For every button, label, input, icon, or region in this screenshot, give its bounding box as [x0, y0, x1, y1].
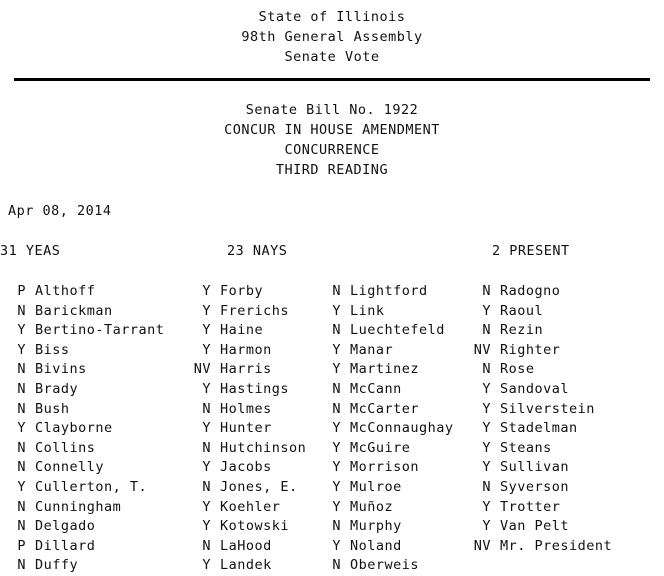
legislator-name: Manar	[350, 341, 394, 358]
tally-nays: 23 NAYS	[227, 243, 288, 259]
vote-code: Y	[202, 380, 211, 397]
vote-code: P	[17, 537, 26, 554]
vote-code: N	[202, 537, 211, 554]
vote-row	[315, 282, 454, 302]
vote-row	[465, 341, 612, 361]
vote-row	[185, 458, 306, 478]
vote-row	[315, 400, 454, 420]
legislator-name: Cunningham	[35, 498, 122, 515]
legislator-name: Brady	[35, 380, 79, 397]
vote-code: Y	[482, 459, 491, 476]
vote-row	[315, 360, 454, 380]
vote-code: Y	[482, 498, 491, 515]
vote-row	[0, 498, 164, 518]
vote-row	[0, 419, 164, 439]
legislator-name: Lightford	[350, 283, 428, 299]
state-name: State of Illinois	[258, 9, 406, 25]
legislator-name: Syverson	[500, 478, 570, 495]
vote-row	[465, 458, 612, 478]
vote-column-3	[465, 282, 612, 556]
vote-code: N	[332, 322, 341, 339]
vote-row	[0, 302, 164, 322]
vote-row	[315, 498, 454, 518]
vote-row	[315, 341, 454, 361]
vote-code: Y	[332, 302, 341, 319]
vote-row	[185, 478, 306, 498]
legislator-name: Hutchinson	[220, 439, 307, 456]
vote-code: N	[332, 380, 341, 397]
vote-row	[315, 478, 454, 498]
vote-code: N	[17, 498, 26, 515]
legislator-name: Connelly	[35, 459, 105, 476]
legislator-name: Forby	[220, 283, 264, 299]
vote-row	[0, 321, 164, 341]
vote-code: Y	[482, 302, 491, 319]
vote-row	[0, 517, 164, 537]
vote-row	[465, 478, 612, 498]
vote-code: Y	[202, 341, 211, 358]
vote-code: N	[332, 518, 341, 535]
vote-code: Y	[202, 518, 211, 535]
vote-row	[0, 458, 164, 478]
vote-date: Apr 08, 2014	[8, 203, 112, 219]
vote-code: N	[17, 302, 26, 319]
legislator-name: Luechtefeld	[350, 322, 445, 339]
legislator-name: Sandoval	[500, 380, 570, 397]
vote-row	[185, 400, 306, 420]
vote-row	[0, 380, 164, 400]
legislator-name: Kotowski	[220, 518, 290, 535]
vote-row	[465, 380, 612, 400]
legislator-name: Frerichs	[220, 302, 290, 319]
vote-row	[465, 439, 612, 459]
legislator-name: Cullerton, T.	[35, 478, 148, 495]
tally-present: 2 PRESENT	[492, 243, 570, 259]
legislator-name: Bivins	[35, 361, 87, 378]
vote-row	[465, 302, 612, 322]
legislator-name: McCarter	[350, 400, 420, 417]
vote-row	[465, 360, 612, 380]
vote-row	[185, 439, 306, 459]
vote-row	[315, 537, 454, 557]
legislator-name: Hunter	[220, 420, 272, 437]
vote-row	[315, 556, 454, 576]
vote-code: Y	[332, 498, 341, 515]
legislator-name: Barickman	[35, 302, 113, 319]
legislator-name: Althoff	[35, 283, 96, 299]
vote-row	[465, 321, 612, 341]
vote-row	[185, 498, 306, 518]
vote-code: N	[332, 557, 341, 574]
legislator-name: Raoul	[500, 302, 544, 319]
vote-row	[465, 400, 612, 420]
vote-code: N	[17, 518, 26, 535]
vote-code: N	[482, 361, 491, 378]
legislator-name: Silverstein	[500, 400, 595, 417]
vote-code: Y	[202, 283, 211, 299]
vote-row	[315, 321, 454, 341]
legislator-name: Bush	[35, 400, 70, 417]
vote-code: N	[332, 400, 341, 417]
bill-number: Senate Bill No. 1922	[245, 102, 419, 118]
legislator-name: Muñoz	[350, 498, 394, 515]
tally-yeas: 31 YEAS	[0, 243, 61, 259]
vote-row	[185, 321, 306, 341]
legislator-name: Collins	[35, 439, 96, 456]
vote-row	[185, 556, 306, 576]
vote-row	[185, 517, 306, 537]
vote-code: N	[202, 400, 211, 417]
legislator-name: Landek	[220, 557, 272, 574]
vote-code: N	[482, 478, 491, 495]
legislator-name: Rezin	[500, 322, 544, 339]
vote-code: Y	[202, 302, 211, 319]
vote-row	[185, 341, 306, 361]
vote-code: NV	[193, 361, 211, 378]
vote-chamber-label: Senate Vote	[284, 49, 380, 65]
vote-row	[465, 419, 612, 439]
vote-row	[315, 517, 454, 537]
legislator-name: Jones, E.	[220, 478, 298, 495]
vote-row	[0, 537, 164, 557]
legislator-name: Stadelman	[500, 420, 578, 437]
legislator-name: Duffy	[35, 557, 79, 574]
legislator-name: McGuire	[350, 439, 411, 456]
legislator-name: McConnaughay	[350, 420, 454, 437]
vote-row	[185, 537, 306, 557]
vote-column-2	[315, 282, 454, 576]
vote-code: Y	[17, 341, 26, 358]
vote-code: Y	[202, 420, 211, 437]
vote-code: Y	[332, 459, 341, 476]
vote-row	[185, 360, 306, 380]
vote-row	[0, 360, 164, 380]
document-header	[0, 0, 664, 67]
vote-code: N	[17, 459, 26, 476]
vote-code: Y	[482, 439, 491, 456]
vote-tally-summary	[0, 243, 664, 261]
legislator-name: McCann	[350, 380, 402, 397]
vote-code: N	[482, 322, 491, 339]
vote-row	[315, 458, 454, 478]
vote-code: Y	[202, 322, 211, 339]
bill-stage: CONCURRENCE	[284, 142, 380, 158]
vote-code: N	[482, 283, 491, 299]
vote-row	[0, 341, 164, 361]
vote-code: Y	[482, 420, 491, 437]
legislator-name: Martinez	[350, 361, 420, 378]
vote-code: Y	[332, 341, 341, 358]
legislator-name: Link	[350, 302, 385, 319]
legislator-name: Righter	[500, 341, 561, 358]
vote-code: Y	[332, 478, 341, 495]
legislator-name: Jacobs	[220, 459, 272, 476]
vote-code: Y	[202, 498, 211, 515]
vote-code: NV	[473, 341, 491, 358]
vote-code: Y	[332, 361, 341, 378]
vote-row	[0, 439, 164, 459]
vote-code: N	[17, 361, 26, 378]
vote-code: N	[17, 400, 26, 417]
legislator-name: Van Pelt	[500, 518, 570, 535]
vote-row	[315, 302, 454, 322]
legislator-name: Oberweis	[350, 557, 420, 574]
vote-row	[315, 419, 454, 439]
bill-title-block	[0, 100, 664, 180]
bill-reading: THIRD READING	[275, 162, 389, 178]
legislator-name: Holmes	[220, 400, 272, 417]
vote-code: Y	[332, 439, 341, 456]
legislator-name: Radogno	[500, 283, 561, 299]
header-divider	[14, 78, 650, 81]
legislator-name: Hastings	[220, 380, 290, 397]
vote-code: N	[332, 283, 341, 299]
vote-column-1	[185, 282, 306, 576]
vote-code: Y	[332, 420, 341, 437]
vote-code: N	[17, 557, 26, 574]
vote-row	[185, 282, 306, 302]
legislator-name: Murphy	[350, 518, 402, 535]
vote-row	[185, 419, 306, 439]
legislator-name: Trotter	[500, 498, 561, 515]
vote-row	[0, 478, 164, 498]
vote-code: Y	[482, 380, 491, 397]
legislator-name: Dillard	[35, 537, 96, 554]
vote-code: Y	[482, 400, 491, 417]
vote-row	[465, 282, 612, 302]
vote-code: Y	[332, 537, 341, 554]
vote-code: Y	[17, 478, 26, 495]
legislator-name: Clayborne	[35, 420, 113, 437]
legislator-name: Mulroe	[350, 478, 402, 495]
vote-code: NV	[473, 537, 491, 554]
legislator-name: Steans	[500, 439, 552, 456]
vote-column-0	[0, 282, 164, 576]
vote-row	[185, 380, 306, 400]
vote-row	[465, 537, 612, 557]
general-assembly-name: 98th General Assembly	[241, 29, 423, 45]
bill-action: CONCUR IN HOUSE AMENDMENT	[224, 122, 440, 138]
legislator-name: Noland	[350, 537, 402, 554]
legislator-name: Mr. President	[500, 537, 613, 554]
vote-code: P	[17, 283, 26, 299]
legislator-name: Delgado	[35, 518, 96, 535]
legislator-name: Rose	[500, 361, 535, 378]
vote-code: Y	[17, 420, 26, 437]
vote-row	[465, 498, 612, 518]
vote-code: N	[202, 478, 211, 495]
vote-code: Y	[482, 518, 491, 535]
vote-row	[315, 380, 454, 400]
vote-code: Y	[202, 557, 211, 574]
vote-row	[0, 556, 164, 576]
vote-row	[0, 282, 164, 302]
legislator-name: Bertino-Tarrant	[35, 322, 165, 339]
vote-code: Y	[202, 459, 211, 476]
vote-row	[185, 302, 306, 322]
legislator-name: Sullivan	[500, 459, 570, 476]
legislator-name: Morrison	[350, 459, 420, 476]
vote-code: N	[17, 439, 26, 456]
vote-row	[465, 517, 612, 537]
legislator-name: Koehler	[220, 498, 281, 515]
vote-code: N	[17, 380, 26, 397]
legislator-name: Harris	[220, 361, 272, 378]
vote-code: Y	[17, 322, 26, 339]
legislator-name: LaHood	[220, 537, 272, 554]
legislator-name: Haine	[220, 322, 264, 339]
vote-row	[0, 400, 164, 420]
vote-code: N	[202, 439, 211, 456]
legislator-name: Harmon	[220, 341, 272, 358]
vote-row	[315, 439, 454, 459]
legislator-name: Biss	[35, 341, 70, 358]
